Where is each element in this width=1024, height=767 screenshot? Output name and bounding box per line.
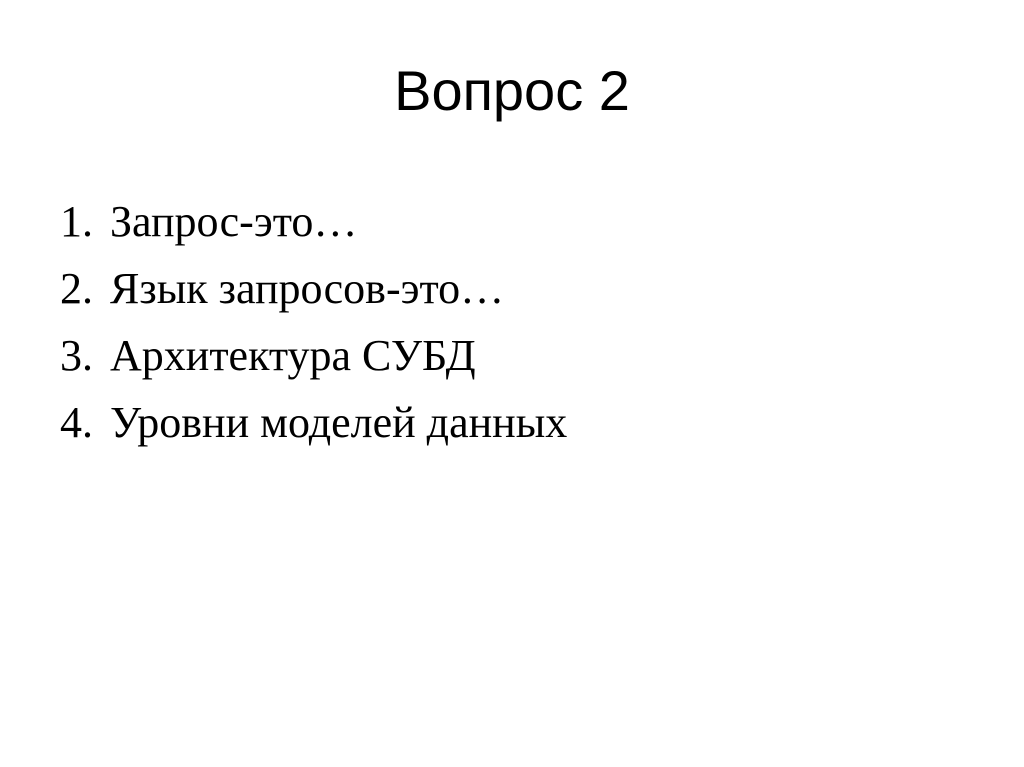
item-text: Запрос-это… — [110, 197, 358, 246]
item-number: 2. — [60, 264, 93, 313]
list-item — [60, 322, 960, 389]
list-item — [60, 255, 960, 322]
slide-title: Вопрос 2 — [394, 59, 630, 122]
item-number: 4. — [60, 398, 93, 447]
item-text: Уровни моделей данных — [110, 398, 568, 447]
list-item — [60, 188, 960, 255]
item-number: 1. — [60, 197, 93, 246]
item-text: Язык запросов-это… — [110, 264, 505, 313]
item-number: 3. — [60, 331, 93, 380]
list-item — [60, 389, 960, 456]
item-text: Архитектура СУБД — [110, 331, 476, 380]
question-list — [60, 188, 960, 456]
